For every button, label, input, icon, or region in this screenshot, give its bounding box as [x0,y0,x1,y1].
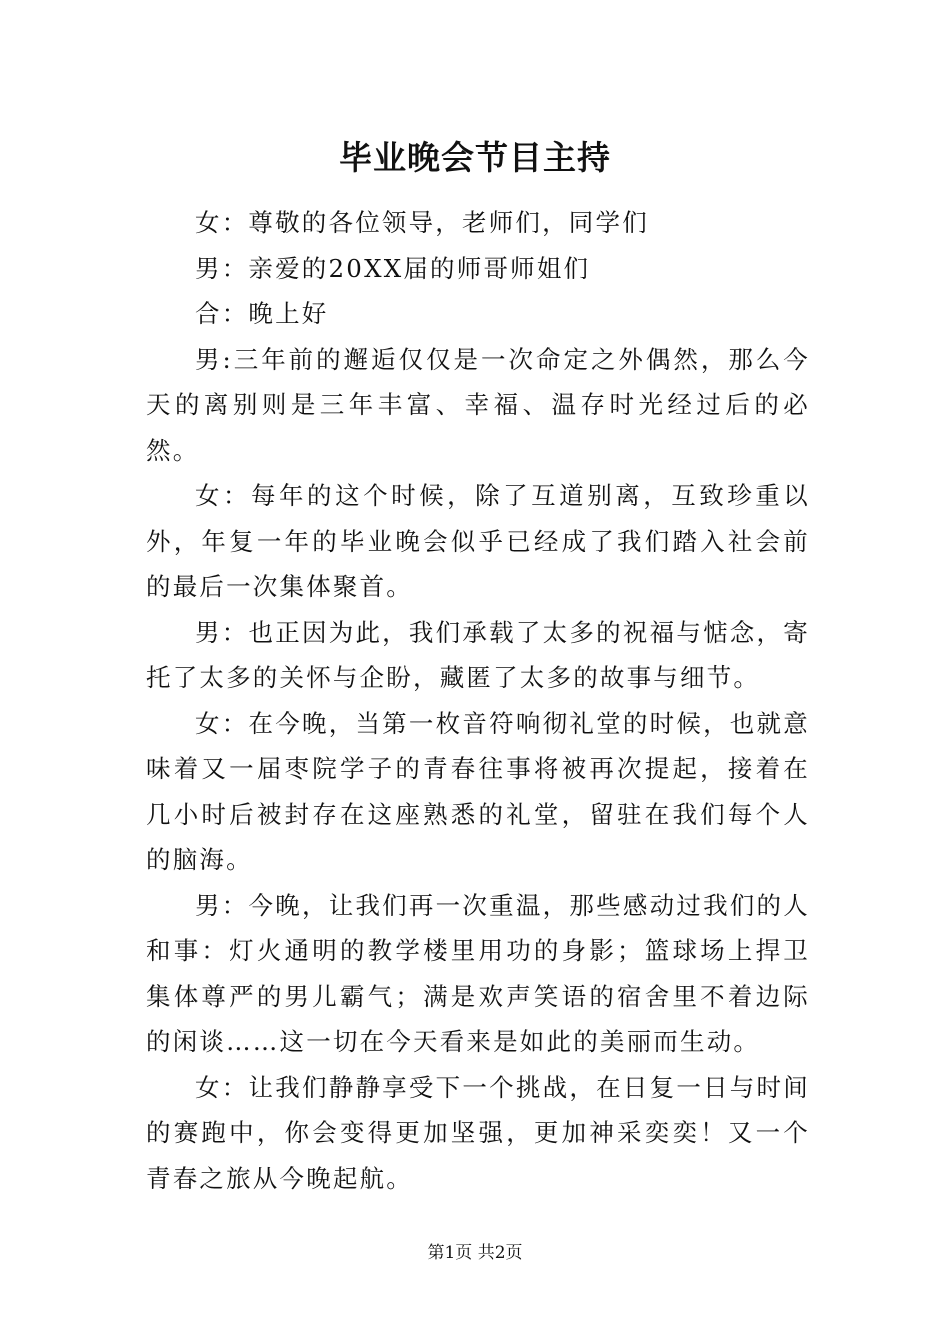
paragraph-7: 女：在今晚，当第一枚音符响彻礼堂的时候，也就意味着又一届枣院学子的青春往事将被再次提起，接着在几小时后被封存在这座熟悉的礼堂，留驻在我们每个人的脑海。 [146,708,810,874]
paragraph-6: 男：也正因为此，我们承载了太多的祝福与惦念，寄托了太多的关怀与企盼，藏匿了太多的故事与细节。 [146,617,810,692]
paragraph-5: 女：每年的这个时候，除了互道别离，互致珍重以外，年复一年的毕业晚会似乎已经成了我们踏入社会前的最后一次集体聚首。 [146,481,810,601]
paragraph-3: 合：晚上好 [195,299,329,328]
paragraph-2: 男：亲爱的20XX届的师哥师姐们 [195,253,591,283]
document-body [146,200,810,1201]
page-footer: 第1页 共2页 [427,1243,523,1263]
paragraph-8: 男：今晚，让我们再一次重温，那些感动过我们的人和事：灯火通明的教学楼里用功的身影；篮球场上捍卫集体尊严的男儿霸气；满是欢声笑语的宿舍里不着边际的闲谈……这一切在今天看来是如此的美丽而生动。 [146,890,810,1056]
paragraph-4: 男:三年前的邂逅仅仅是一次命定之外偶然，那么今天的离别则是三年丰富、幸福、温存时光经过后的必然。 [146,344,810,465]
paragraph-1: 女：尊敬的各位领导，老师们，同学们 [195,208,649,237]
paragraph-9: 女：让我们静静享受下一个挑战，在日复一日与时间的赛跑中，你会变得更加坚强，更加神采奕奕！又一个青春之旅从今晚起航。 [146,1072,810,1193]
page-title: 毕业晚会节目主持 [339,138,611,177]
